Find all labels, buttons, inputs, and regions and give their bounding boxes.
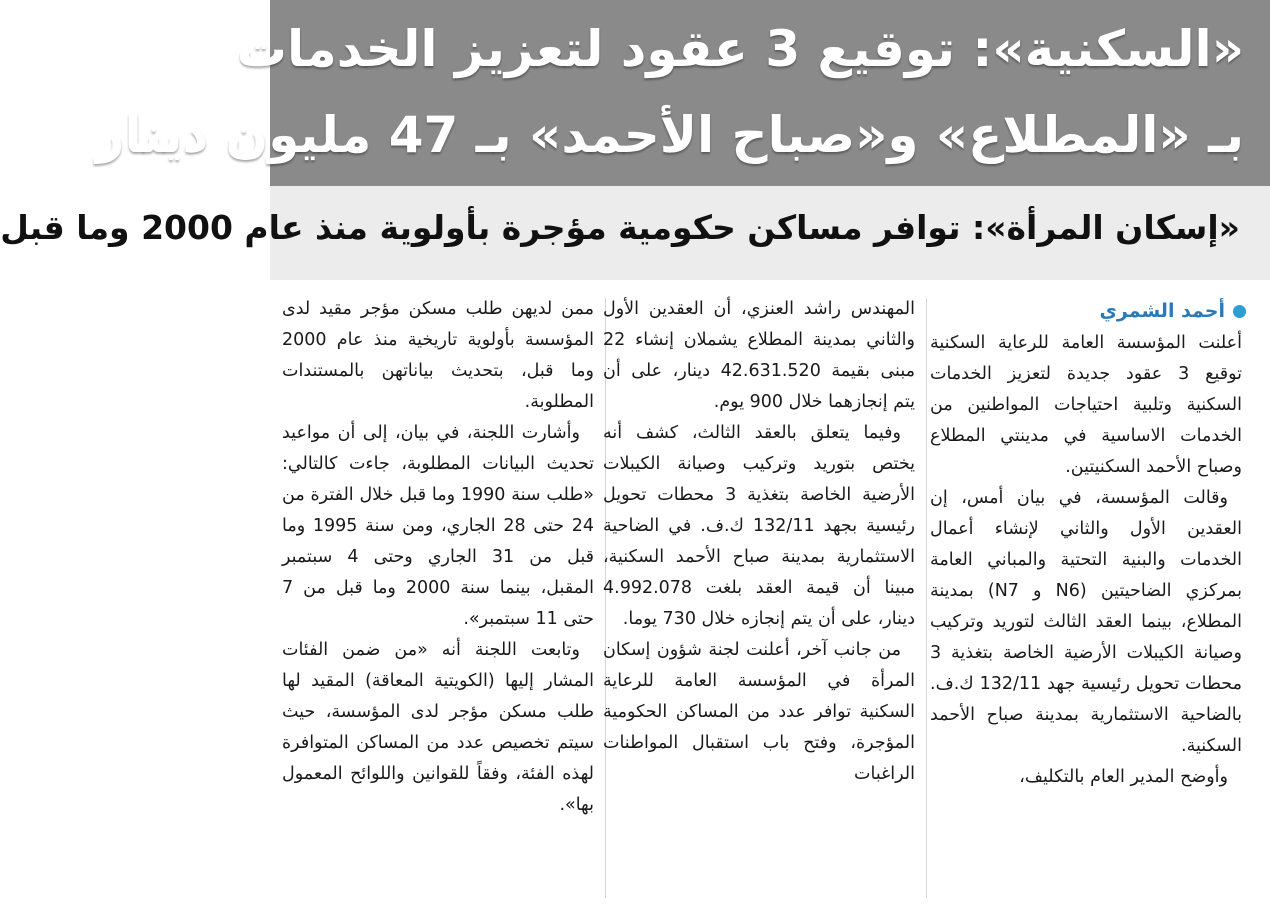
paragraph: ممن لديهن طلب مسكن مؤجر مقيد لدى المؤسسة بأولوية تاريخية منذ عام 2000 وما قبل، بتحديث بياناتهن بالمستندات المطلوبة. [282, 299, 594, 412]
column-divider [926, 298, 927, 898]
subheadline-band [0, 186, 1270, 280]
headline-banner [95, 0, 1270, 186]
paragraph: وفيما يتعلق بالعقد الثالث، كشف أنه يختص بتوريد وتركيب وصيانة الكيبلات الأرضية الخاصة بتغذية 3 محطات تحويل رئيسية بجهد 132/11 ك.ف. في الضاحية الاستثمارية بمدينة صباح الأحمد السكنية، مبينا أن قيمة العقد بلغت 4.992.078 دينار، على أن يتم إنجازه خلال 730 يوما. [603, 423, 916, 629]
paragraph: أعلنت المؤسسة العامة للرعاية السكنية توقيع 3 عقود جديدة لتعزيز الخدمات السكنية وتلبية احتياجات المواطنين من الخدمات الاساسية في مدينتي المطلاع وصباح الأحمد السكنيتين. [930, 333, 1242, 477]
article-body [270, 280, 1270, 913]
paragraph: من جانب آخر، أعلنت لجنة شؤون إسكان المرأة في المؤسسة العامة للرعاية السكنية توافر عدد من المساكن الحكومية المؤجرة، وفتح باب استقبال المواطنات الراغبات [603, 640, 915, 784]
paragraph: المهندس راشد العنزي، أن العقدين الأول والثاني بمدينة المطلاع يشملان إنشاء 22 مبنى بقيمة 42.631.520 دينار، على أن يتم إنجازهما خلال 900 يوم. [603, 299, 915, 412]
article-column-left [282, 294, 594, 906]
headline-line-1: «السكنية»: توقيع 3 عقود لتعزيز الخدمات [236, 20, 1244, 78]
author-name: أحمد الشمري [1099, 300, 1225, 322]
article-column-middle [603, 294, 915, 906]
subheadline: «إسكان المرأة»: توافر مساكن حكومية مؤجرة بأولوية منذ عام 2000 وما قبل [0, 208, 1240, 247]
article-column-right [930, 328, 1242, 906]
bullet-dot-icon [1233, 305, 1246, 318]
paragraph: وتابعت اللجنة أنه «من ضمن الفئات المشار إليها (الكويتية المعاقة) المقيد لها طلب مسكن مؤجر لدى المؤسسة، حيث سيتم تخصيص عدد من المساكن المتوافرة لهذه الفئة، وفقاً للقوانين واللوائح المعمول بها». [282, 640, 594, 815]
paragraph: وأشارت اللجنة، في بيان، إلى أن مواعيد تحديث البيانات المطلوبة، جاءت كالتالي: «طلب سنة 1990 وما قبل خلال الفترة من 24 حتى 28 الجاري، ومن سنة 1995 وما قبل من 31 الجاري وحتى 4 سبتمبر المقبل، بينما سنة 2000 وما قبل من 7 حتى 11 سبتمبر». [282, 423, 595, 629]
byline [1100, 300, 1247, 322]
paragraph: وقالت المؤسسة، في بيان أمس، إن العقدين الأول والثاني لإنشاء أعمال الخدمات والبنية التحتية والمباني العامة بمركزي الضاحيتين (N6 و N7) بمدينة المطلاع، بينما العقد الثالث لتوريد وتركيب وصيانة الكيبلات الأرضية الخاصة بتغذية 3 محطات تحويل رئيسية جهد 132/11 ك.ف. بالضاحية الاستثمارية بمدينة صباح الأحمد السكنية. [930, 488, 1243, 756]
headline-line-2: بـ «المطلاع» و«صباح الأحمد» بـ 47 مليون دينار [95, 106, 1244, 164]
paragraph: وأوضح المدير العام بالتكليف، [1019, 767, 1228, 787]
